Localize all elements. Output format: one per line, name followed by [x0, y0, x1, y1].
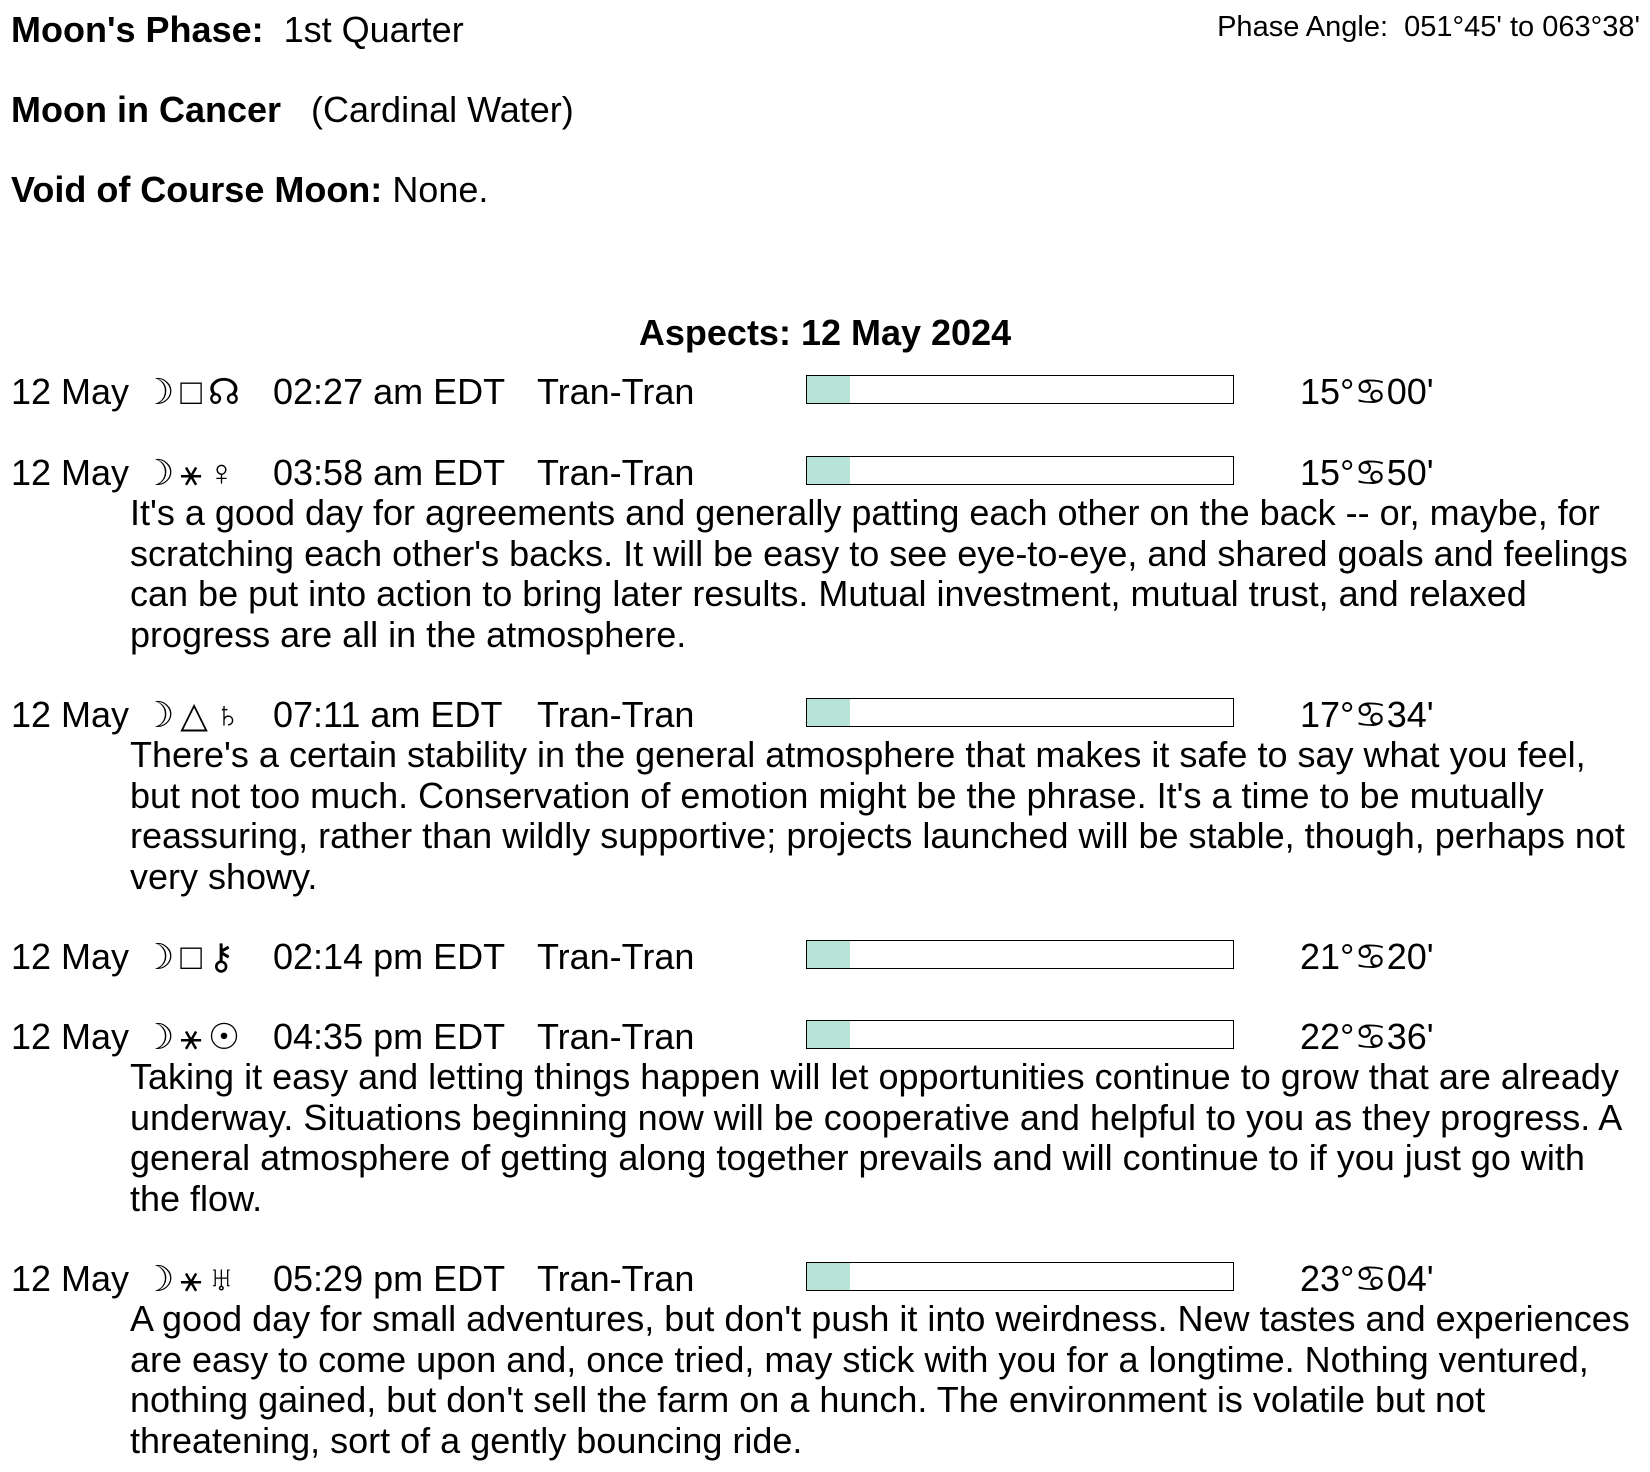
- aspect-strength-fill: [807, 1263, 850, 1290]
- aspect-strength-fill: [807, 699, 850, 726]
- aspect-strength-fill: [807, 941, 850, 968]
- moon-sign-line: [11, 90, 574, 130]
- void-of-course-line: [11, 170, 488, 210]
- aspect-entry: [0, 1259, 1650, 1461]
- aspect-date: 12 May: [11, 371, 130, 412]
- aspect-position: 15°♋50': [1300, 452, 1434, 493]
- aspect-position: 23°♋04': [1300, 1258, 1434, 1299]
- aspect-entry: [0, 695, 1650, 897]
- aspect-type: Tran-Tran: [537, 1016, 695, 1057]
- aspect-position: 21°♋20': [1300, 936, 1434, 977]
- aspect-strength-bar: [806, 1262, 1234, 1291]
- phase-angle-line: [1217, 10, 1640, 44]
- aspect-row: [0, 372, 1650, 412]
- aspect-row: [0, 1017, 1650, 1057]
- moon-sign-label: Moon in Cancer: [11, 89, 282, 130]
- aspect-strength-bar: [806, 940, 1234, 969]
- aspect-entry: [0, 453, 1650, 655]
- aspect-position: 22°♋36': [1300, 1016, 1434, 1057]
- void-label: Void of Course Moon:: [11, 169, 383, 210]
- aspect-time: 02:27 am EDT: [273, 371, 506, 412]
- aspect-strength-bar: [806, 698, 1234, 727]
- moon-sign-detail: (Cardinal Water): [311, 89, 574, 130]
- aspect-type: Tran-Tran: [537, 936, 695, 977]
- moon-phase-value: 1st Quarter: [283, 9, 464, 50]
- aspect-time: 05:29 pm EDT: [273, 1258, 506, 1299]
- aspect-time: 04:35 pm EDT: [273, 1016, 506, 1057]
- aspect-date: 12 May: [11, 1258, 130, 1299]
- aspect-description: There's a certain stability in the general atmosphere that makes it safe to say what you feel, but not too much. Conservation of emotion might be the phrase. It's a time to be mutually reassuring, rather than wildly supportive; projects launched will be stable, though, perhaps not very showy.: [130, 734, 1625, 897]
- aspect-time: 02:14 pm EDT: [273, 936, 506, 977]
- aspect-row: [0, 453, 1650, 493]
- aspect-type: Tran-Tran: [537, 452, 695, 493]
- aspect-strength-bar: [806, 1020, 1234, 1049]
- aspect-strength-fill: [807, 1021, 850, 1048]
- aspect-glyphs-moon-sextile-venus-icon: ☽⚹♀: [142, 452, 241, 493]
- phase-angle-value: 051°45' to 063°38': [1404, 11, 1640, 43]
- moon-phase-line: [11, 10, 464, 50]
- aspect-position: 15°♋00': [1300, 371, 1434, 412]
- aspect-row: [0, 937, 1650, 977]
- aspect-glyphs-moon-trine-saturn-icon: ☽△♄: [142, 694, 247, 735]
- aspect-description: It's a good day for agreements and generally patting each other on the back -- or, maybe, for scratching each other's backs. It will be easy to see eye-to-eye, and shared goals and feelings can be put into action to bring later results. Mutual investment, mutual trust, and relaxed progress are all in the atmosphere.: [130, 492, 1628, 655]
- aspect-date: 12 May: [11, 1016, 130, 1057]
- aspect-glyphs-moon-sextile-uranus-icon: ☽⚹♅: [142, 1258, 241, 1299]
- aspect-date: 12 May: [11, 694, 130, 735]
- aspect-entry: [0, 1017, 1650, 1219]
- aspect-position: 17°♋34': [1300, 694, 1434, 735]
- aspect-glyphs-moon-square-node-icon: ☽□☊: [142, 371, 246, 412]
- aspect-strength-fill: [807, 457, 850, 484]
- phase-angle-label: Phase Angle:: [1217, 11, 1389, 43]
- aspect-type: Tran-Tran: [537, 694, 695, 735]
- aspect-type: Tran-Tran: [537, 371, 695, 412]
- aspect-time: 07:11 am EDT: [273, 694, 503, 735]
- aspect-time: 03:58 am EDT: [273, 452, 506, 493]
- aspect-entry: [0, 937, 1650, 977]
- aspect-description: Taking it easy and letting things happen will let opportunities continue to grow that are already underway. Situations beginning now will be cooperative and helpful to you as they progress. A general atmosphere of getting along together prevails and will continue to if you just go with the flow.: [130, 1056, 1621, 1219]
- void-value: None.: [392, 169, 489, 210]
- aspect-entry: [0, 372, 1650, 412]
- aspect-strength-fill: [807, 376, 850, 403]
- aspect-row: [0, 695, 1650, 735]
- aspect-row: [0, 1259, 1650, 1299]
- aspect-date: 12 May: [11, 452, 130, 493]
- aspect-type: Tran-Tran: [537, 1258, 695, 1299]
- aspect-strength-bar: [806, 456, 1234, 485]
- aspect-glyphs-moon-sextile-sun-icon: ☽⚹☉: [142, 1016, 247, 1057]
- aspect-strength-bar: [806, 375, 1234, 404]
- aspect-glyphs-moon-square-chiron-icon: ☽□⚷: [142, 936, 241, 977]
- aspect-description: A good day for small adventures, but don't push it into weirdness. New tastes and experiences are easy to come upon and, once tried, may stick with you for a longtime. Nothing ventured, nothing gained, but don't sell the farm on a hunch. The environment is volatile but not threatening, sort of a gently bouncing ride.: [130, 1298, 1630, 1461]
- moon-phase-label: Moon's Phase:: [11, 9, 264, 50]
- aspect-date: 12 May: [11, 936, 130, 977]
- aspects-title: Aspects: 12 May 2024: [638, 312, 1012, 353]
